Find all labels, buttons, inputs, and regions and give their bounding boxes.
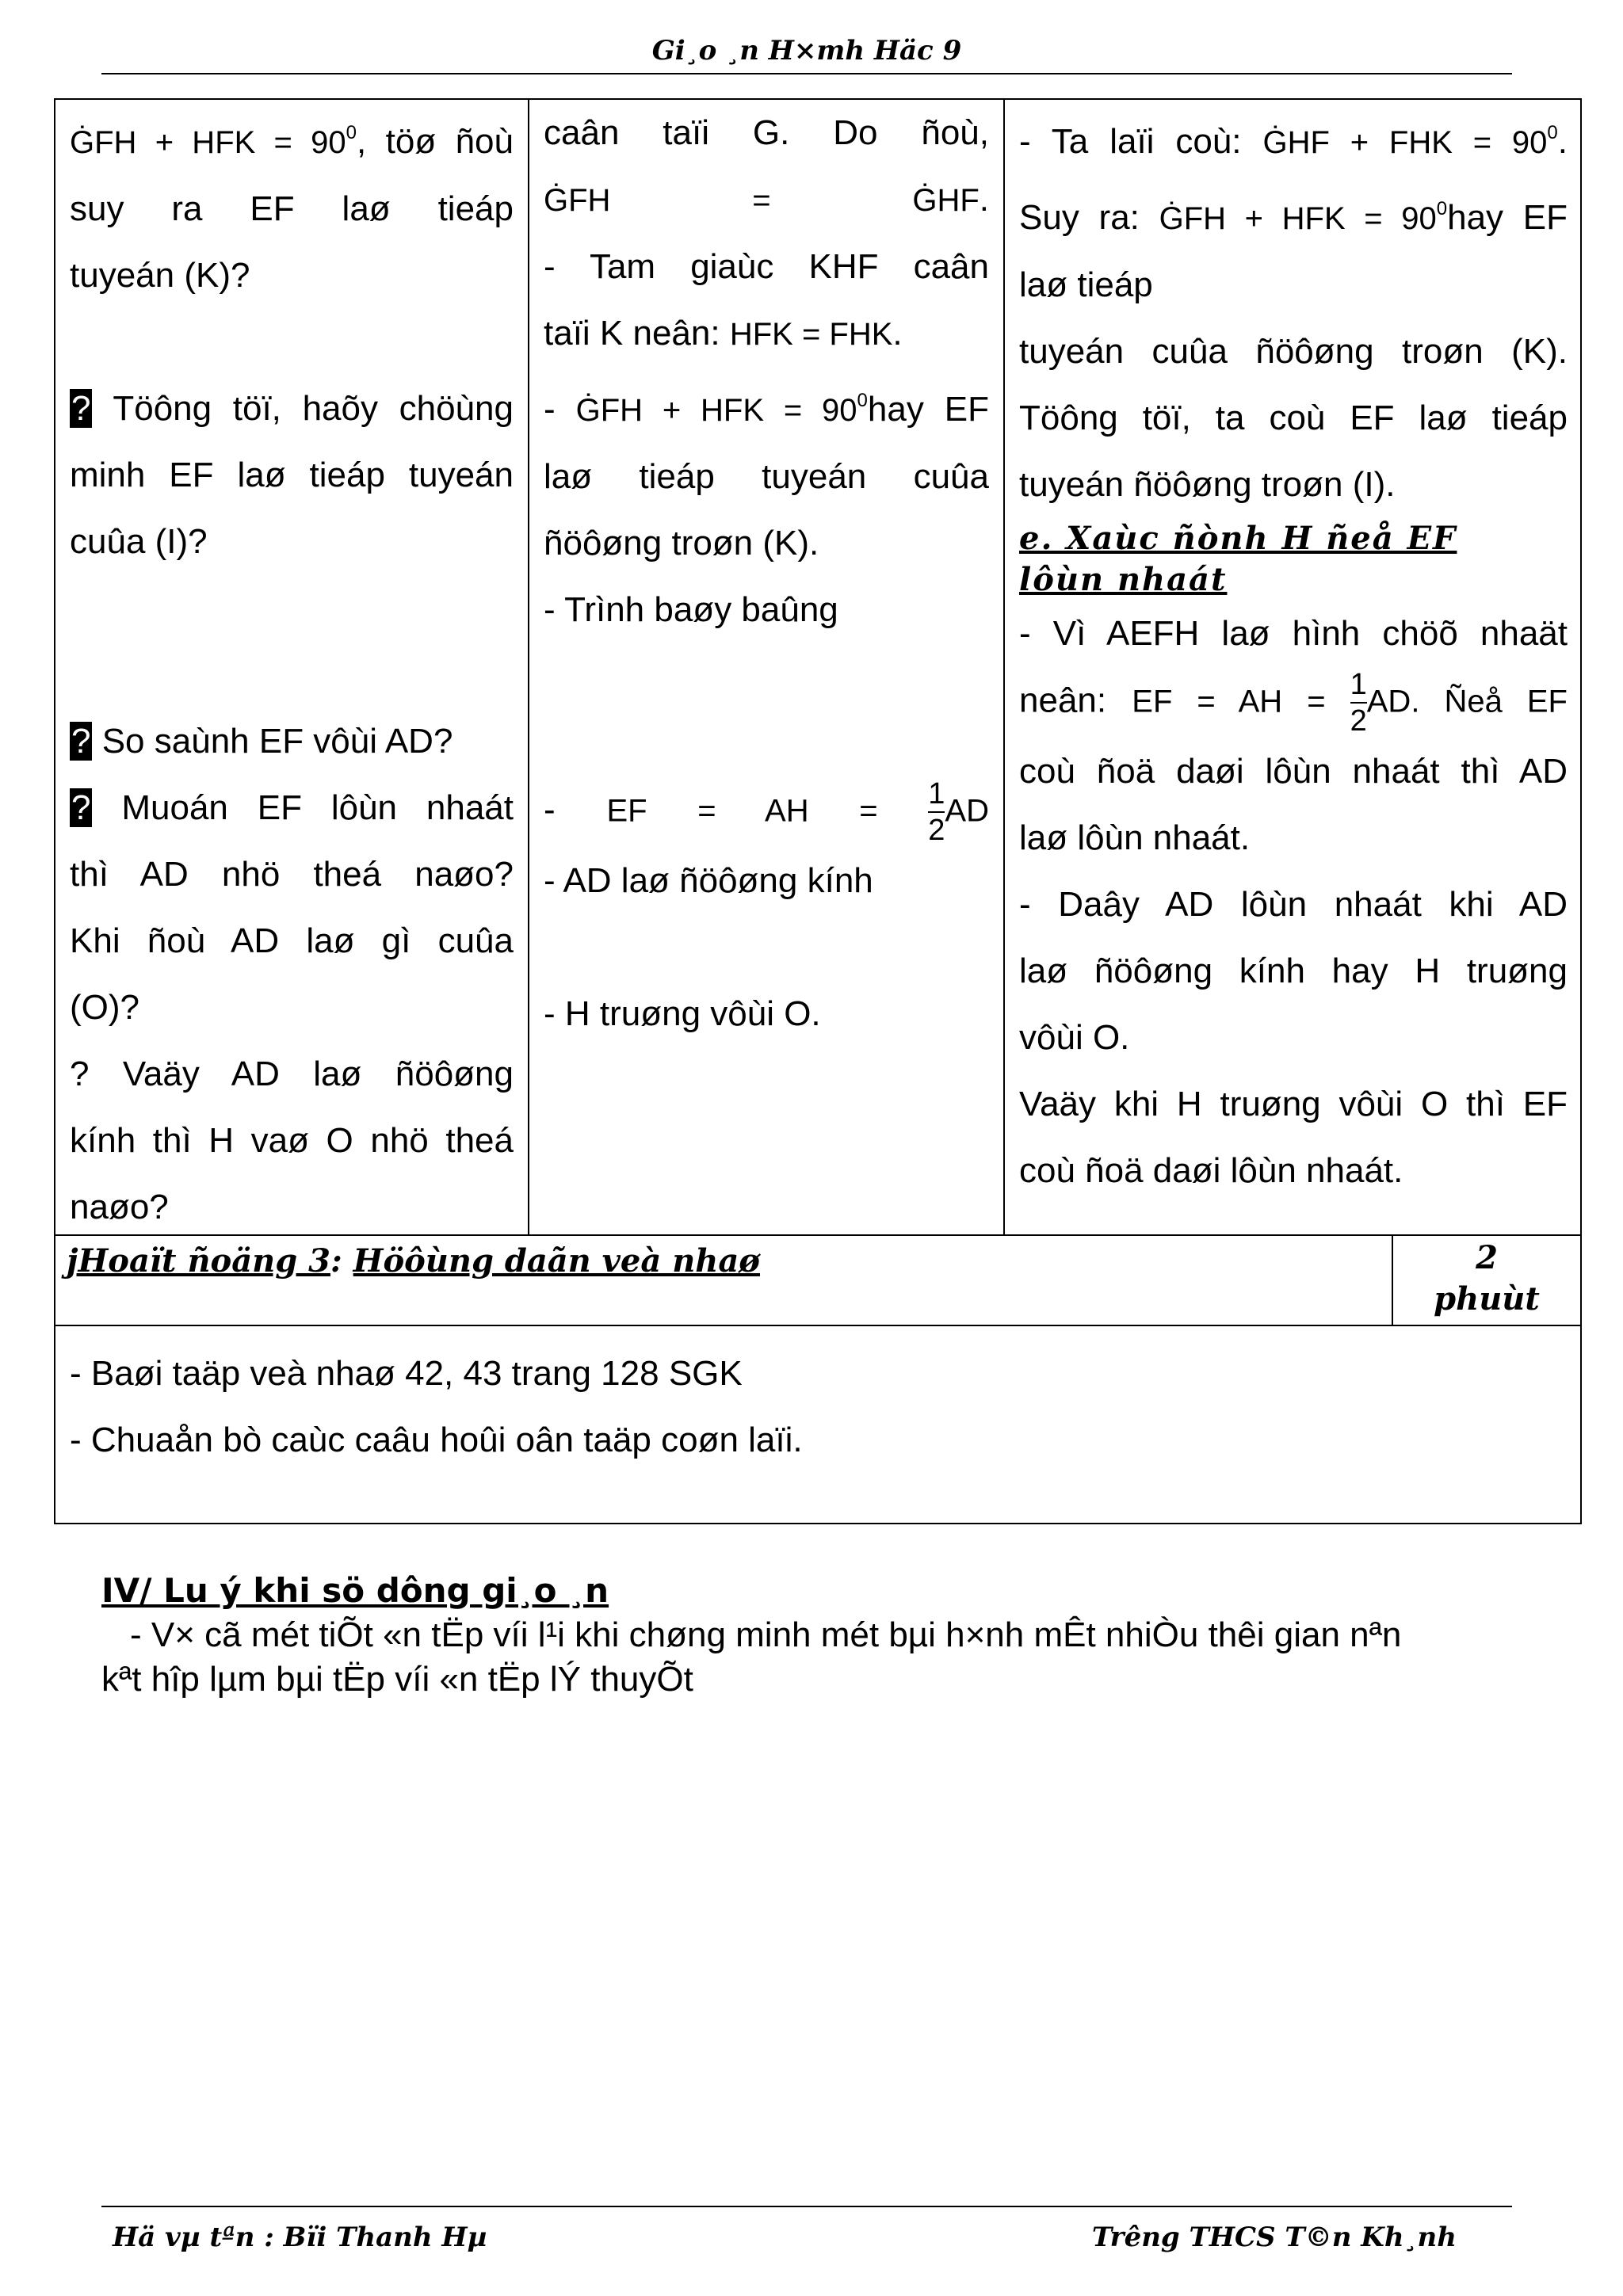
- text-line: vôùi O.: [1019, 1018, 1130, 1057]
- text-line: Töông töï, ta coù EF laø tieáp: [1019, 399, 1568, 437]
- fraction: [1350, 667, 1367, 738]
- line-suffix: AD: [945, 793, 989, 829]
- text-line: caân taïi G. Do ñoù,: [544, 113, 989, 152]
- text-line: laø lôùn nhaát.: [1019, 818, 1251, 857]
- math-expression: EF = AH =: [606, 793, 929, 829]
- text-line: [70, 708, 514, 775]
- spacer: [544, 643, 989, 776]
- text-line: kính thì H vaø O nhö theá: [70, 1121, 514, 1160]
- text-line: laø tieáp tuyeán cuûa: [544, 457, 989, 496]
- line-prefix: -: [544, 790, 607, 830]
- activity-time-value: 2: [1476, 1239, 1498, 1276]
- text-line: naøo?: [70, 1188, 169, 1226]
- math-expression: ĠFH = ĠHF: [544, 183, 980, 218]
- text-line: [544, 300, 989, 368]
- text-line: - Daây AD lôùn nhaát khi AD: [1019, 885, 1568, 924]
- text-line: [70, 100, 514, 176]
- math-superscript: 0: [346, 122, 357, 143]
- fraction-denominator: 2: [1350, 704, 1367, 738]
- activity-prefix: jHoaït ñoäng 3: [67, 1242, 330, 1280]
- notes-heading: IV/ Lu ý khi sö dông gi¸o ¸n: [101, 1571, 609, 1610]
- math-superscript: 0: [1436, 198, 1448, 219]
- activity-time-unit: phuùt: [1434, 1280, 1540, 1318]
- text-line: laø ñöôøng kính hay H truøng: [1019, 952, 1568, 990]
- activity-title: [67, 1242, 760, 1280]
- section-heading-line: lôùn nhaát: [1019, 561, 1228, 598]
- text-line: minh EF laø tieáp tuyeán: [70, 456, 514, 494]
- spacer: [70, 309, 514, 376]
- text-line: [544, 776, 989, 848]
- text-line: [544, 166, 989, 234]
- fraction-numerator: 1: [1350, 667, 1367, 704]
- line-prefix: -: [544, 390, 576, 429]
- question-text: Töông töï, haõy chöùng: [92, 389, 514, 428]
- page-footer: [101, 2206, 1512, 2263]
- line-suffix: .: [1557, 122, 1568, 161]
- text-line: Vaäy khi H truøng vôùi O thì EF: [1019, 1085, 1568, 1123]
- text-line: tuyeán (K)?: [70, 256, 250, 295]
- table-row-content: [55, 100, 1580, 1236]
- text-line: [1019, 176, 1568, 252]
- spacer: [70, 575, 514, 708]
- column-answers: [529, 100, 1005, 1234]
- line-suffix: .: [892, 314, 903, 353]
- text-line: [1019, 667, 1568, 738]
- text-line: [544, 368, 989, 444]
- text-line: Khi ñoù AD laø gì cuûa: [70, 921, 514, 960]
- text-line: - Vì AEFH laø hình chöõ nhaät: [1019, 614, 1568, 653]
- line-suffix: , töø ñoù: [357, 122, 514, 161]
- math-superscript: 0: [1547, 122, 1558, 143]
- line-suffix: hay EF: [1447, 198, 1568, 237]
- table-row-activity: [55, 1234, 1580, 1326]
- footer-author: Hä vµ tªn : Bïi Thanh Hµ: [113, 2222, 487, 2253]
- line-prefix: - Ta laïi coù:: [1019, 122, 1263, 161]
- activity-separator: :: [330, 1242, 353, 1280]
- text-line: coù ñoä daøi lôùn nhaát.: [1019, 1151, 1403, 1190]
- notes-line: - V× cã mét tiÕt «n tËp víi l¹i khi chøng minh mét bµi h×nh mÊt nhiÒu thêi gian nªn: [130, 1615, 1402, 1654]
- column-board: [1005, 100, 1582, 1234]
- question-text: So saùnh EF vôùi AD?: [92, 722, 453, 761]
- text-line: coù ñoä daøi lôùn nhaát thì AD: [1019, 752, 1568, 791]
- text-line: [70, 775, 514, 841]
- text-line: suy ra EF laø tieáp: [70, 189, 514, 228]
- text-line: tuyeán cuûa ñöôøng troøn (K).: [1019, 332, 1568, 371]
- fraction: [928, 776, 945, 848]
- fraction-numerator: 1: [928, 776, 945, 813]
- page-header: [101, 29, 1512, 74]
- line-prefix: neân:: [1019, 681, 1132, 720]
- question-marker: ?: [71, 389, 91, 428]
- math-expression: ĠFH + HFK = 90: [575, 393, 857, 428]
- text-line: laø tieáp: [1019, 265, 1153, 304]
- line-suffix: hay EF: [867, 390, 989, 429]
- text-line: ñöôøng troøn (K).: [544, 524, 819, 563]
- text-line: cuûa (I)?: [70, 522, 208, 561]
- header-title: Gi¸o ¸n H×mh Häc 9: [651, 35, 962, 67]
- math-expression: ĠFH + HFK = 90: [1159, 201, 1437, 236]
- math-expression: ĠHF + FHK = 90: [1262, 125, 1548, 160]
- question-marker: ?: [71, 722, 91, 761]
- line-suffix: .: [979, 180, 989, 219]
- table-row-homework: [55, 1325, 1580, 1524]
- text-line: - Trình baøy baûng: [544, 590, 838, 629]
- section-heading-line: e. Xaùc ñònh H ñeå EF: [1019, 520, 1457, 557]
- math-superscript: 0: [857, 390, 868, 411]
- text-line: - AD laø ñöôøng kính: [544, 861, 873, 900]
- line-suffix: AD. Ñeå EF: [1366, 684, 1568, 719]
- text-line: thì AD nhö theá naøo?: [70, 855, 514, 894]
- column-questions: [55, 100, 529, 1234]
- notes-section: [101, 1569, 1528, 1702]
- lesson-table: [54, 98, 1582, 1524]
- math-expression: HFK = FHK: [729, 317, 893, 352]
- homework-line: - Baøi taäp veà nhaø 42, 43 trang 128 SGK: [70, 1354, 743, 1393]
- homework-line: - Chuaån bò caùc caâu hoûi oân taäp coøn laïi.: [70, 1421, 803, 1459]
- section-heading: [1019, 518, 1568, 601]
- text-line: - Tam giaùc KHF caân: [544, 247, 989, 286]
- question-text: Muoán EF lôùn nhaát: [92, 788, 514, 827]
- line-prefix: Suy ra:: [1019, 198, 1159, 237]
- line-prefix: taïi K neân:: [544, 314, 730, 353]
- text-line: (O)?: [70, 988, 139, 1027]
- math-expression: ĠFH + HFK = 90: [70, 125, 346, 160]
- text-line: - H truøng vôùi O.: [544, 994, 821, 1033]
- question-marker: ?: [71, 788, 91, 827]
- text-line: tuyeán ñöôøng troøn (I).: [1019, 465, 1396, 504]
- text-line: [1019, 100, 1568, 176]
- notes-line: kªt hîp lµm bµi tËp víi «n tËp lÝ thuyÕt: [101, 1660, 693, 1699]
- activity-name: Höôùng daãn veà nhaø: [353, 1242, 760, 1280]
- spacer: [544, 914, 989, 981]
- math-expression: EF = AH =: [1132, 684, 1350, 719]
- text-line: [70, 376, 514, 442]
- activity-time: [1392, 1234, 1580, 1325]
- fraction-denominator: 2: [928, 814, 945, 847]
- text-line: ? Vaäy AD laø ñöôøng: [70, 1055, 514, 1093]
- footer-school: Trêng THCS T©n Kh¸nh: [1091, 2222, 1457, 2253]
